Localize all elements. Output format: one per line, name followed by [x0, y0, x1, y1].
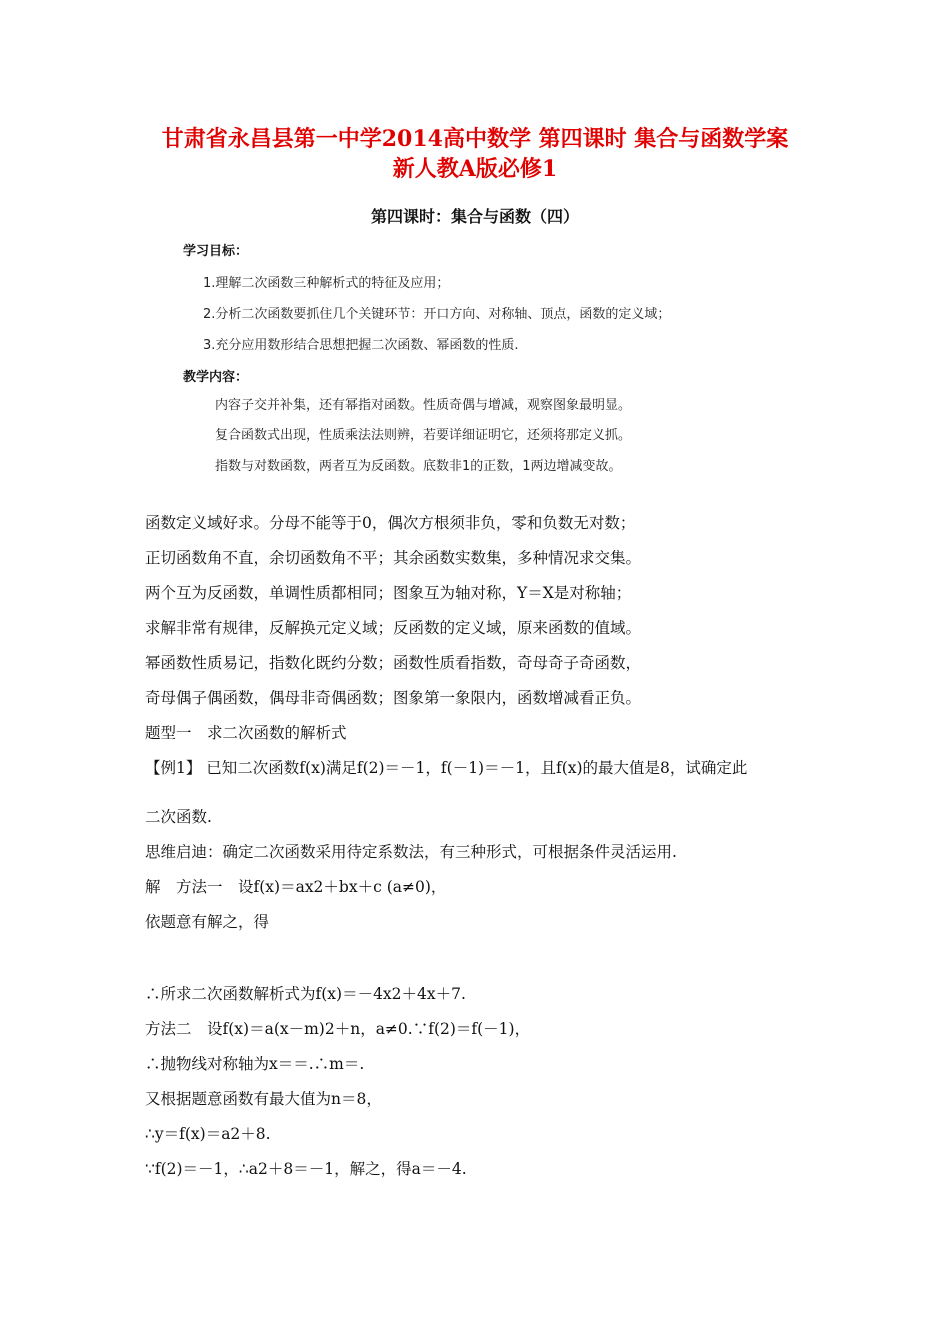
solution-max-line: 又根据题意函数有最大值为n＝8，: [145, 1090, 382, 1108]
hint-line: 思维启迪：确定二次函数采用待定系数法，有三种形式，可根据条件灵活运用.: [145, 843, 677, 861]
solution-method-2: 方法二 设f(x)＝a(x－m)2＋n，a≠0.∵f(2)＝f(－1)，: [145, 1020, 531, 1038]
body-line-1: 函数定义域好求。分母不能等于0，偶次方根须非负，零和负数无对数；: [145, 514, 636, 532]
section-heading-type-1: 题型一 求二次函数的解析式: [145, 724, 347, 742]
example-1-statement-cont: 二次函数.: [145, 808, 212, 826]
goal-item-3: 3.充分应用数形结合思想把握二次函数、幂函数的性质.: [203, 338, 519, 353]
solution-system-line: 依题意有解之，得: [145, 913, 270, 931]
example-1-statement: 【例1】 已知二次函数f(x)满足f(2)＝－1，f(－1)＝－1，且f(x)的最大值是8，试确定此: [145, 759, 748, 777]
document-title-line-2: 新人教A版必修1: [392, 156, 558, 182]
solution-formula-line: ∴y＝f(x)＝a2＋8.: [145, 1125, 271, 1143]
goals-heading: 学习目标：: [183, 244, 249, 259]
goal-item-1: 1.理解二次函数三种解析式的特征及应用；: [203, 276, 450, 291]
body-line-6: 奇母偶子偶函数，偶母非奇偶函数；图象第一象限内，函数增减看正负。: [145, 689, 642, 707]
body-line-2: 正切函数角不直，余切函数角不平；其余函数实数集，多种情况求交集。: [145, 549, 642, 567]
content-line-1: 内容子交并补集，还有幂指对函数。性质奇偶与增减，观察图象最明显。: [215, 398, 632, 413]
content-line-3: 指数与对数函数，两者互为反函数。底数非1的正数，1两边增减变故。: [215, 459, 622, 474]
solution-method-1: 解 方法一 设f(x)＝ax2＋bx＋c (a≠0)，: [145, 878, 447, 896]
body-line-3: 两个互为反函数，单调性质都相同；图象互为轴对称，Y＝X是对称轴；: [145, 584, 632, 602]
body-line-4: 求解非常有规律，反解换元定义域；反函数的定义域，原来函数的值域。: [145, 619, 642, 637]
solution-result-1: ∴所求二次函数解析式为f(x)＝－4x2＋4x＋7.: [145, 985, 466, 1003]
content-heading: 教学内容：: [183, 370, 249, 385]
lesson-title: 第四课时：集合与函数（四）: [370, 207, 579, 226]
goal-item-2: 2.分析二次函数要抓住几个关键环节：开口方向、对称轴、顶点，函数的定义域；: [203, 307, 671, 322]
solution-axis-line: ∴抛物线对称轴为x＝＝.∴m＝.: [145, 1055, 365, 1073]
document-title-line-1: 甘肃省永昌县第一中学2014高中数学 第四课时 集合与函数学案: [161, 126, 789, 152]
content-line-2: 复合函数式出现，性质乘法法则辨，若要详细证明它，还须将那定义抓。: [215, 428, 632, 443]
body-line-5: 幂函数性质易记，指数化既约分数；函数性质看指数，奇母奇子奇函数，: [145, 654, 642, 672]
solution-final-line: ∵f(2)＝－1，∴a2＋8＝－1，解之，得a＝－4.: [145, 1160, 467, 1178]
